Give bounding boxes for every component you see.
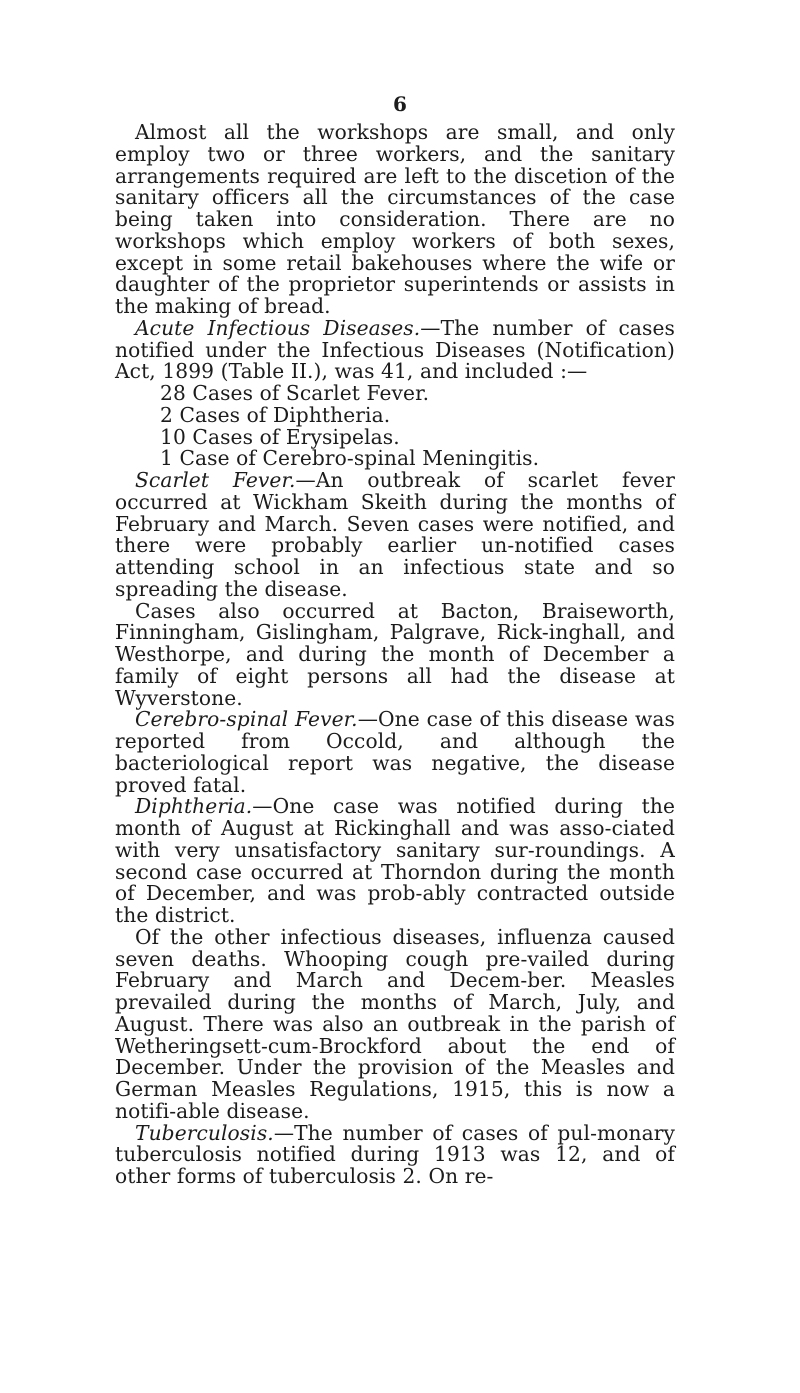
paragraph-acute-infectious-diseases (115, 315, 675, 384)
paragraph-cerebro-spinal-fever (115, 709, 675, 796)
page-number: 6 (393, 92, 407, 116)
case-list (115, 383, 675, 470)
paragraph-diphtheria (115, 796, 675, 927)
list-item: 2 Cases of Diphtheria. (160, 402, 391, 427)
list-item: 28 Cases of Scarlet Fever. (160, 381, 430, 405)
heading-diphtheria: Diphtheria. (135, 794, 253, 819)
list-item: 1 Case of Cerebro-spinal Meningitis. (160, 446, 540, 471)
text-cerebro-spinal-fever: —One case of this disease was reported from Occold, and although the bacteriological report was negative, the disease proved fatal. (115, 707, 675, 797)
text-acute-infectious-diseases: —The number of cases notified under the Infectious Diseases (Notification) Act, 1899 (Table II.), was 41, and included :— (115, 315, 675, 384)
paragraph-scarlet-fever-continued: Cases also occurred at Bacton, Braiseworth, Finningham, Gislingham, Palgrave, Rick-inghall, and Westhorpe, and during the month of December a family of eight persons all had the disease at Wyverstone. (115, 598, 675, 710)
paragraph-workshops: Almost all the workshops are small, and only employ two or three workers, and the sanitary arrangements required are left to the discetion of the sanitary officers all the circumstances of the case being taken into consideration. There are no workshops which employ workers of both sexes, except in some retail bakehouses where the wife or daughter of the proprietor superintends or assists in the making of bread. (115, 120, 675, 318)
body-text (115, 122, 675, 1188)
paragraph-other-infectious-diseases: Of the other infectious diseases, influenza caused seven deaths. Whooping cough pre-vailed during February and March and Decem-ber. Measles prevailed during the months of March, July, and August. There was also an outbreak in the parish of Wetheringsett-cum-Brockford about the end of December. Under the provision of the Measles and German Measles Regulations, 1915, this is now a notifi-able disease. (115, 924, 675, 1123)
text-tuberculosis: —The number of cases of pul-monary tuberculosis notified during 1913 was 12, and of other forms of tuberculosis 2. On re- (115, 1120, 675, 1188)
text-scarlet-fever: —An outbreak of scarlet fever occurred at Wickham Skeith during the months of February and March. Seven cases were notified, and there were probably earlier un-notified cases attending school in an infectious state and so spreading the disease. (115, 468, 675, 601)
paragraph-tuberculosis (115, 1120, 675, 1188)
heading-scarlet-fever: Scarlet Fever. (135, 468, 296, 492)
text-diphtheria: —One case was notified during the month of August at Rickinghall and was asso-ciated with very unsatisfactory sanitary sur-roundings. A second case occurred at Thorndon during the month of December, and was prob-ably contracted outside the district. (115, 794, 675, 927)
heading-cerebro-spinal-fever: Cerebro-spinal Fever. (135, 707, 358, 732)
paragraph-scarlet-fever (115, 470, 675, 601)
list-item: 10 Cases of Erysipelas. (160, 424, 400, 449)
heading-acute-infectious-diseases: Acute Infectious Diseases. (135, 315, 421, 340)
heading-tuberculosis: Tuberculosis. (135, 1120, 274, 1145)
